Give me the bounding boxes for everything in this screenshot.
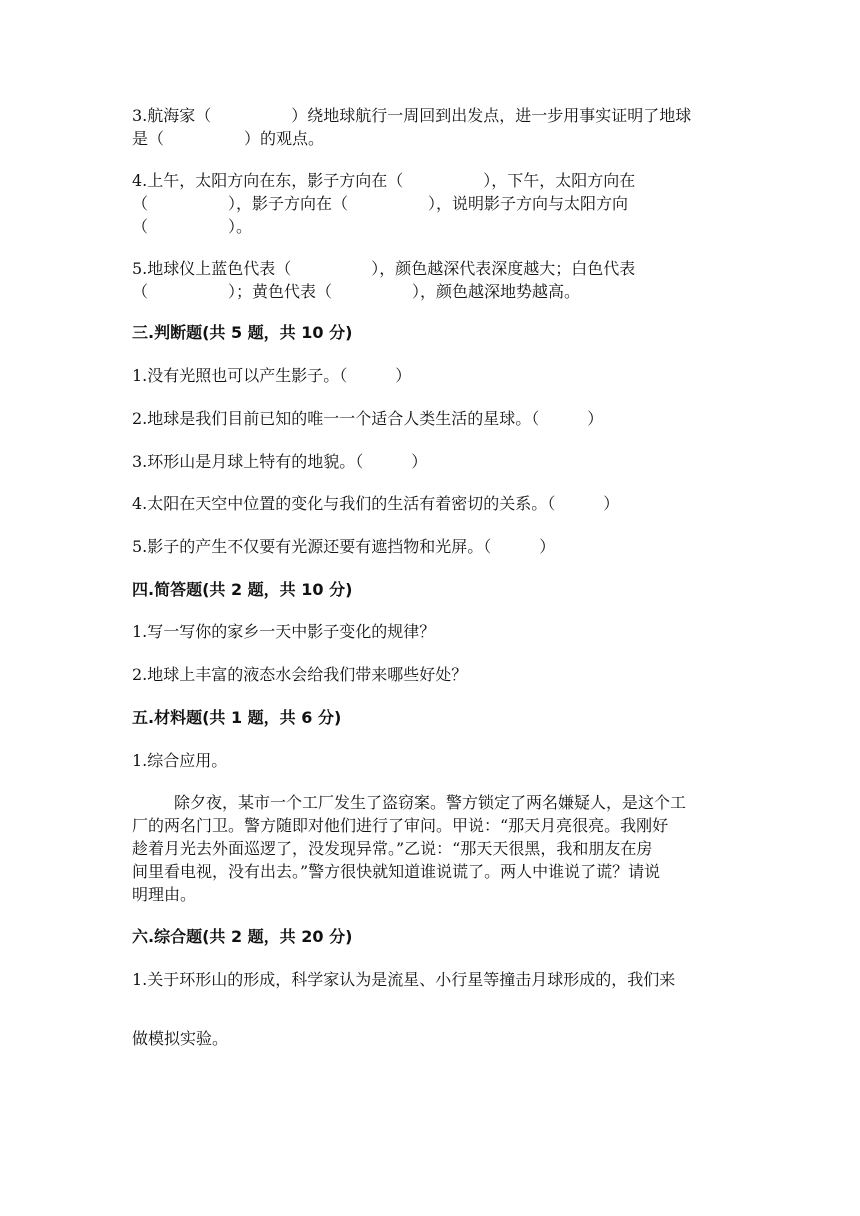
section-4-title: 四.简答题(共 2 题，共 10 分) <box>132 580 353 599</box>
passage-line: 除夕夜，某市一个工厂发生了盗窃案。警方锁定了两名嫌疑人，是这个工 <box>174 793 687 812</box>
passage-line: 趁着月光去外面巡逻了，没发现异常。”乙说：“那天天很黑，我和朋友在房 <box>132 839 653 858</box>
comprehensive-item-1: 1.关于环形山的形成，科学家认为是流星、小行星等撞击月球形成的，我们来 <box>132 970 676 989</box>
short-answer-item-1: 1.写一写你的家乡一天中影子变化的规律？ <box>132 622 436 641</box>
comprehensive-item-1-continued: 做模拟实验。 <box>132 1029 229 1048</box>
short-answer-item-2: 2.地球上丰富的液态水会给我们带来哪些好处？ <box>132 665 468 684</box>
fill-question-5 <box>132 257 732 303</box>
passage-line: 明理由。 <box>132 885 197 904</box>
question-text: 3.航海家（ ）绕地球航行一周回到出发点，进一步用事实证明了地球 <box>132 106 692 125</box>
fill-question-3 <box>132 104 732 150</box>
passage-line: 间里看电视，没有出去。”警方很快就知道谁说谎了。两人中谁说了谎？请说 <box>132 862 661 881</box>
judge-item-1: 1.没有光照也可以产生影子。（ ） <box>132 366 412 385</box>
question-text: 4.上午，太阳方向在东，影子方向在（ ），下午，太阳方向在 <box>132 171 636 190</box>
question-text: 5.地球仪上蓝色代表（ ），颜色越深代表深度越大；白色代表 <box>132 259 636 278</box>
question-text: （ ）；黄色代表（ ），颜色越深地势越高。 <box>132 282 581 301</box>
section-6-title: 六.综合题(共 2 题，共 20 分) <box>132 927 353 946</box>
judge-item-3: 3.环形山是月球上特有的地貌。（ ） <box>132 452 428 471</box>
section-3-title: 三.判断题(共 5 题，共 10 分) <box>132 323 353 342</box>
material-passage <box>132 791 732 906</box>
judge-item-5: 5.影子的产生不仅要有光源还要有遮挡物和光屏。（ ） <box>132 537 556 556</box>
fill-question-4 <box>132 169 732 238</box>
section-5-title: 五.材料题(共 1 题，共 6 分) <box>132 708 342 727</box>
judge-item-4: 4.太阳在天空中位置的变化与我们的生活有着密切的关系。（ ） <box>132 494 620 513</box>
question-text: （ ）。 <box>132 217 253 236</box>
question-text: 是（ ）的观点。 <box>132 129 325 148</box>
material-item-1: 1.综合应用。 <box>132 751 228 770</box>
judge-item-2: 2.地球是我们目前已知的唯一一个适合人类生活的星球。（ ） <box>132 409 604 428</box>
passage-line: 厂的两名门卫。警方随即对他们进行了审问。甲说：“那天月亮很亮。我刚好 <box>132 816 669 835</box>
question-text: （ ），影子方向在（ ），说明影子方向与太阳方向 <box>132 194 629 213</box>
